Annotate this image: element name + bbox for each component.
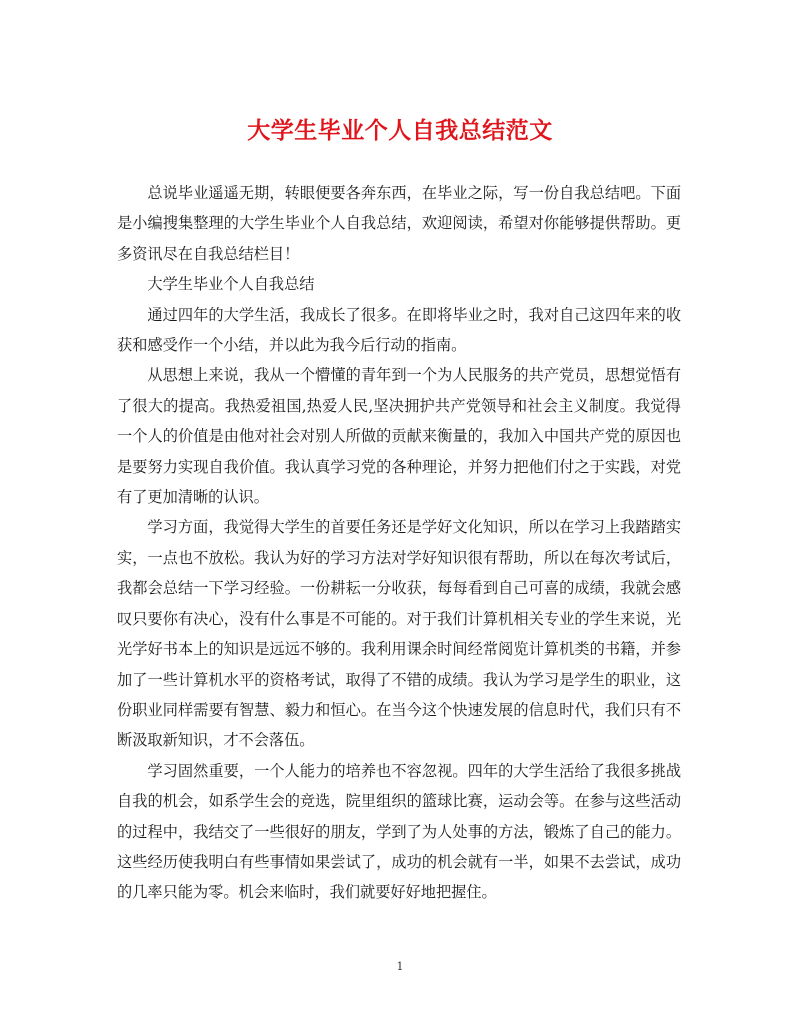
- body-paragraph: 学习固然重要，一个人能力的培养也不容忽视。四年的大学生活给了我很多挑战自我的机会，如系学生会的竞选，院里组织的篮球比赛，运动会等。在参与这些活动的过程中，我结交了一些很好的朋友，学到了为人处事的方法，锻炼了自己的能力。这些经历使我明白有些事情如果尝试了，成功的机会就有一半，如果不去尝试，成功的几率只能为零。机会来临时，我们就要好好地把握住。: [117, 761, 681, 902]
- intro-paragraph: 总说毕业遥遥无期，转眼便要各奔东西，在毕业之际，写一份自我总结吧。下面是小编搜集整理的大学生毕业个人自我总结，欢迎阅读，希望对你能够提供帮助。更多资讯尽在自我总结栏目！: [117, 184, 681, 263]
- body-paragraph: 从思想上来说，我从一个懵懂的青年到一个为人民服务的共产党员，思想觉悟有了很大的提高。我热爱祖国,热爱人民,坚决拥护共产党领导和社会主义制度。我觉得一个人的价值是由他对社会对别人所做的贡献来衡量的，我加入中国共产党的原因也是要努力实现自我价值。我认真学习党的各种理论，并努力把他们付之于实践，对党有了更加清晰的认识。: [117, 366, 681, 507]
- body-paragraph: 学习方面，我觉得大学生的首要任务还是学好文化知识，所以在学习上我踏踏实实，一点也不放松。我认为好的学习方法对学好知识很有帮助，所以在每次考试后，我都会总结一下学习经验。一份耕耘一分收获，每每看到自己可喜的成绩，我就会感叹只要你有决心，没有什么事是不可能的。对于我们计算机相关专业的学生来说，光光学好书本上的知识是远远不够的。我利用课余时间经常阅览计算机类的书籍，并参加了一些计算机水平的资格考试，取得了不错的成绩。我认为学习是学生的职业，这份职业同样需要有智慧、毅力和恒心。在当今这个快速发展的信息时代，我们只有不断汲取新知识，才不会落伍。: [117, 518, 681, 750]
- page-number: 1: [396, 960, 404, 973]
- body-paragraph: 通过四年的大学生活，我成长了很多。在即将毕业之时，我对自己这四年来的收获和感受作一个小结，并以此为我今后行动的指南。: [117, 305, 681, 355]
- document-body: [117, 178, 681, 908]
- section-heading: 大学生毕业个人自我总结: [147, 275, 315, 294]
- document-title: 大学生毕业个人自我总结范文: [247, 117, 553, 144]
